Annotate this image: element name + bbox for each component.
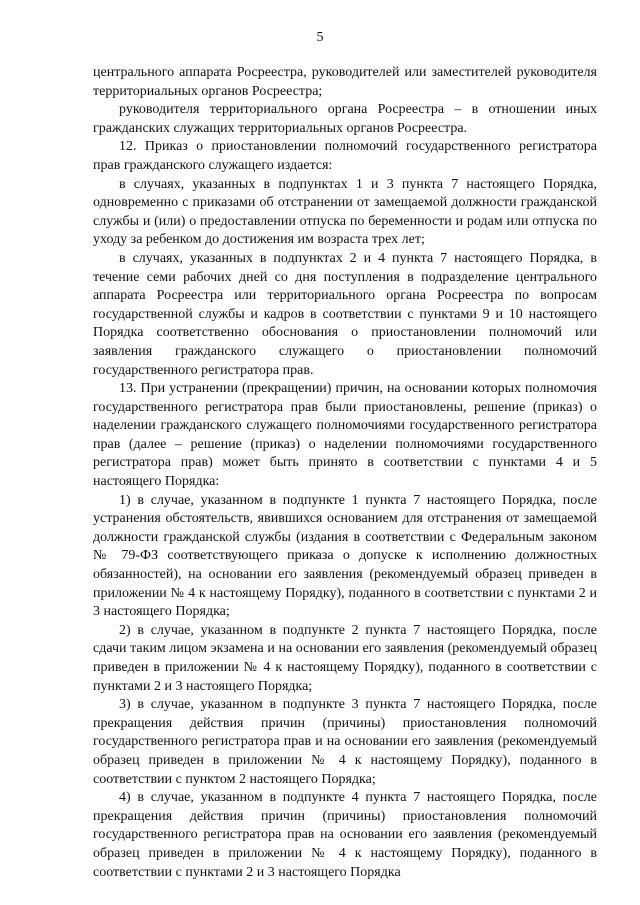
paragraph: 13. При устранении (прекращении) причин, на основании которых полномочия государственного регистратора прав были приостановлены, решение (приказ) о наделении гражданского служащего полномочиями государственного регистратора прав (далее – решение (приказ) о наделении полномочиями государственного регистратора прав) может быть принято в соответствии с пунктами 4 и 5 настоящего Порядка: xyxy=(93,381,597,490)
page-number: 5 xyxy=(316,30,324,45)
paragraph: 2) в случае, указанном в подпункте 2 пункта 7 настоящего Порядка, после сдачи таким лицом экзамена и на основании его заявления (рекомендуемый образец приведен в приложении № 4 к настоящему Порядку), поданного в соответствии с пунктами 2 и 3 настоящего Порядка; xyxy=(93,622,597,694)
document-body xyxy=(93,64,597,882)
paragraph: в случаях, указанных в подпунктах 2 и 4 пункта 7 настоящего Порядка, в течение семи рабочих дней со дня поступления в подразделение центрального аппарата Росреестра или территориального органа Росреестра по вопросам государственной службы и кадров в соответствии с пунктами 9 и 10 настоящего Порядка соответственно обоснования о приостановлении полномочий или заявления гражданского служащего о приостановлении полномочий государственного регистратора прав. xyxy=(93,250,597,378)
paragraph: 3) в случае, указанном в подпункте 3 пункта 7 настоящего Порядка, после прекращения действия причин (причины) приостановления полномочий государственного регистратора прав и на основании его заявления (рекомендуемый образец приведен в приложении № 4 к настоящему Порядку), поданного в соответствии с пунктом 2 настоящего Порядка; xyxy=(93,697,597,787)
paragraph: центрального аппарата Росреестра, руководителей или заместителей руководителя территориальных органов Росреестра; xyxy=(93,65,597,99)
paragraph: 4) в случае, указанном в подпункте 4 пункта 7 настоящего Порядка, после прекращения действия причин (причины) приостановления полномочий государственного регистратора прав на основании его заявления (рекомендуемый образец приведен в приложении № 4 к настоящему Порядку), поданного в соответствии с пунктами 2 и 3 настоящего Порядка xyxy=(93,790,597,880)
paragraph: 12. Приказ о приостановлении полномочий государственного регистратора прав гражданского служащего издается: xyxy=(93,139,597,173)
paragraph: руководителя территориального органа Росреестра – в отношении иных гражданских служащих территориальных органов Росреестра. xyxy=(93,102,597,136)
paragraph: 1) в случае, указанном в подпункте 1 пункта 7 настоящего Порядка, после устранения обстоятельств, явившихся основанием для отстранения от замещаемой должности гражданской службы (издания в соответствии с Федеральным законом № 79-ФЗ соответствующего приказа о допуске к исполнению должностных обязанностей), на основании его заявления (рекомендуемый образец приведен в приложении № 4 к настоящему Порядку), поданного в соответствии с пунктами 2 и 3 настоящего Порядка; xyxy=(93,492,597,620)
paragraph: в случаях, указанных в подпунктах 1 и 3 пункта 7 настоящего Порядка, одновременно с приказами об отстранении от замещаемой должности гражданской службы и (или) о предоставлении отпуска по беременности и родам или отпуска по уходу за ребенком до достижения им возраста трех лет; xyxy=(93,176,597,248)
